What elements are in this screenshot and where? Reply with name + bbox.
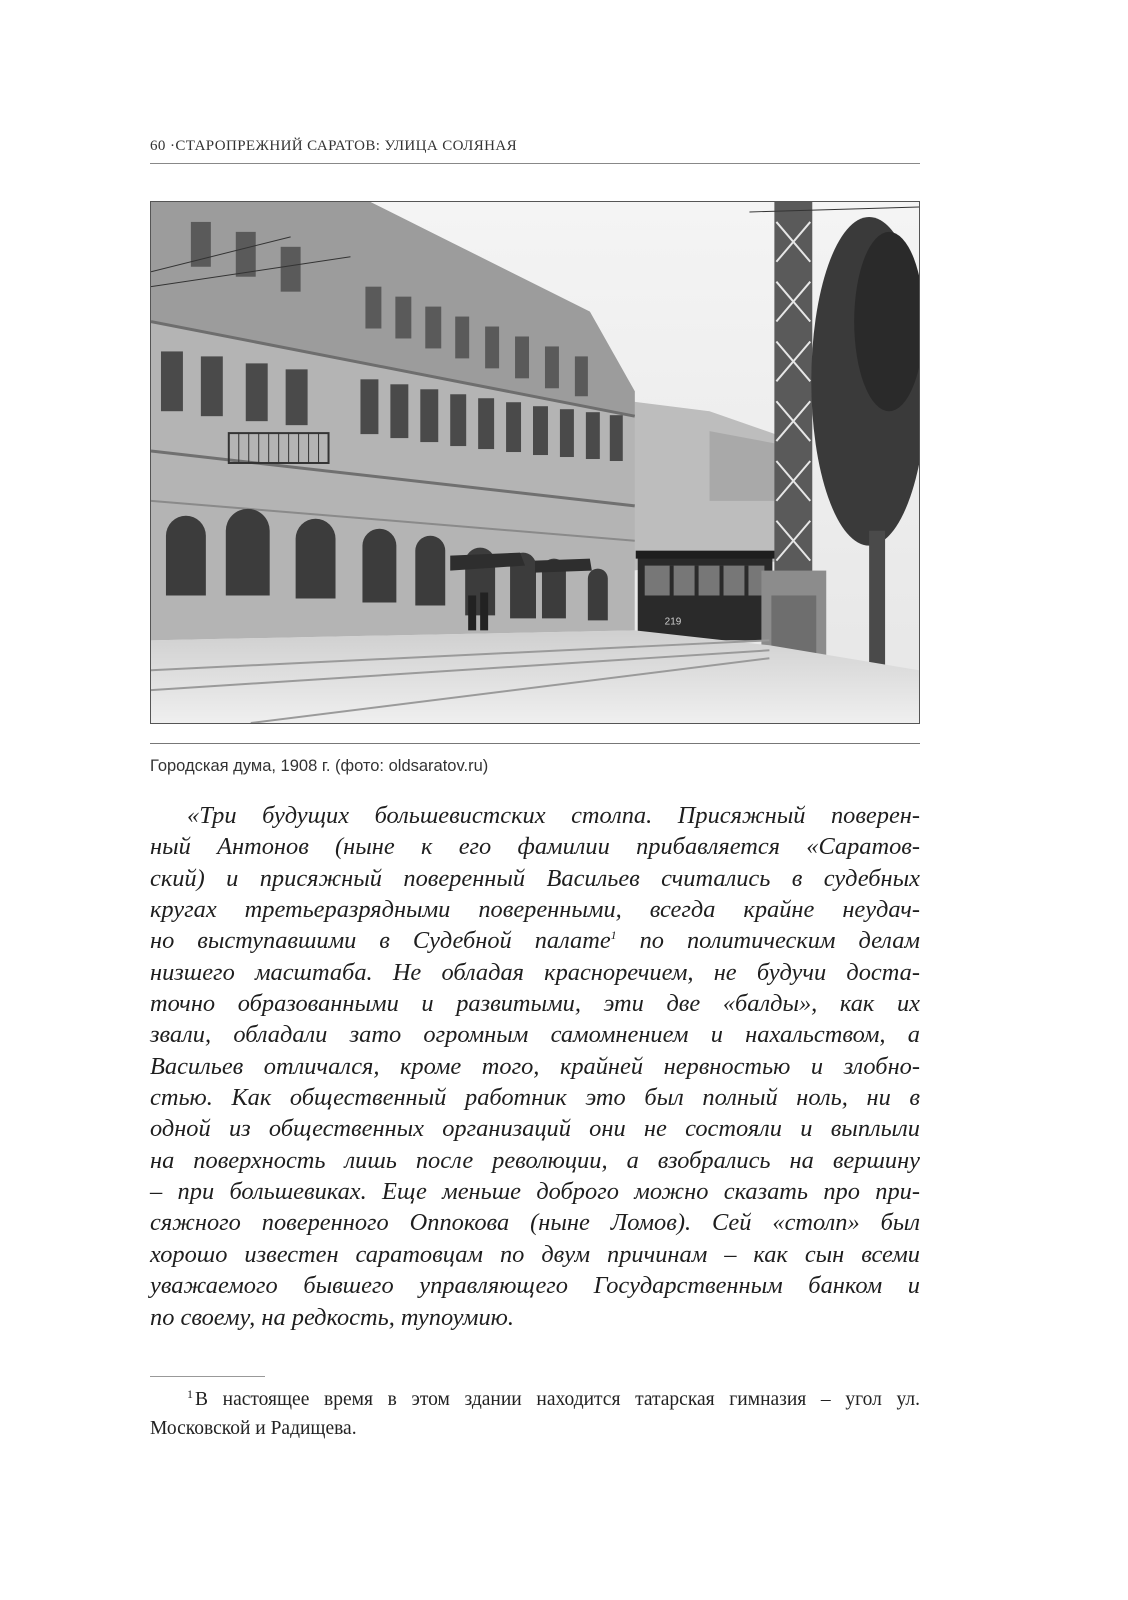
body-line: точно образованными и развитыми, эти две «балды», как их — [150, 990, 920, 1018]
tram-number: 219 — [664, 616, 682, 628]
body-line: ный Антонов (ныне к его фамилии прибавляется «Саратов- — [150, 833, 920, 861]
body-line: одной из общественных организаций они не состояли и выплыли — [150, 1115, 920, 1143]
caption-rule — [150, 743, 920, 744]
body-line: Васильев отличался, кроме того, крайней нервностью и злобно- — [150, 1052, 920, 1080]
footnote-line — [150, 1385, 920, 1414]
body-line: на поверхность лишь после революции, а взобрались на вершину — [150, 1146, 920, 1174]
running-header: 60 ·СТАРОПРЕЖНИЙ САРАТОВ: УЛИЦА СОЛЯНАЯ — [150, 138, 518, 154]
body-line-text: но выступавшими в Судебной палате — [150, 927, 611, 955]
header-rule — [150, 163, 920, 164]
figure-caption: Городская дума, 1908 г. (фото: oldsaratov.ru) — [150, 757, 489, 775]
footnote — [150, 1385, 920, 1443]
footnote-marker: 1 — [187, 1387, 193, 1401]
footnote-rule — [150, 1376, 265, 1377]
body-line-with-footnote — [150, 925, 920, 956]
footnote-line: Московской и Радищева. — [150, 1418, 357, 1439]
body-line: сяжного поверенного Оппокова (ныне Ломов). Сей «столп» был — [150, 1209, 920, 1237]
footnote-text: В настоящее время в этом здании находится татарская гимназия – угол ул. — [195, 1389, 920, 1410]
body-line: уважаемого бывшего управляющего Государственным банком и — [150, 1272, 920, 1300]
footnote-reference[interactable]: 1 — [610, 928, 617, 943]
body-line: звали, обладали зато огромным самомнением и нахальством, а — [150, 1021, 920, 1049]
body-text — [150, 800, 920, 1333]
body-line: хорошо известен саратовцам по двум причинам – как сын всеми — [150, 1240, 920, 1268]
body-line: ский) и присяжный поверенный Васильев считались в судебных — [150, 864, 920, 892]
body-line: «Три будущих большевистских столпа. Присяжный поверен- — [187, 802, 920, 829]
body-line: по своему, на редкость, тупоумию. — [150, 1303, 514, 1331]
archival-photo — [150, 201, 920, 724]
body-line: низшего масштаба. Не обладая красноречием, не будучи доста- — [150, 958, 920, 986]
body-line: – при большевиках. Еще меньше доброго можно сказать про при- — [150, 1178, 920, 1206]
body-line: стью. Как общественный работник это был полный ноль, ни в — [150, 1084, 920, 1112]
body-line: кругах третьеразрядными поверенными, всегда крайне неудач- — [150, 896, 920, 924]
body-line-tail: по политическим делам — [616, 927, 920, 955]
